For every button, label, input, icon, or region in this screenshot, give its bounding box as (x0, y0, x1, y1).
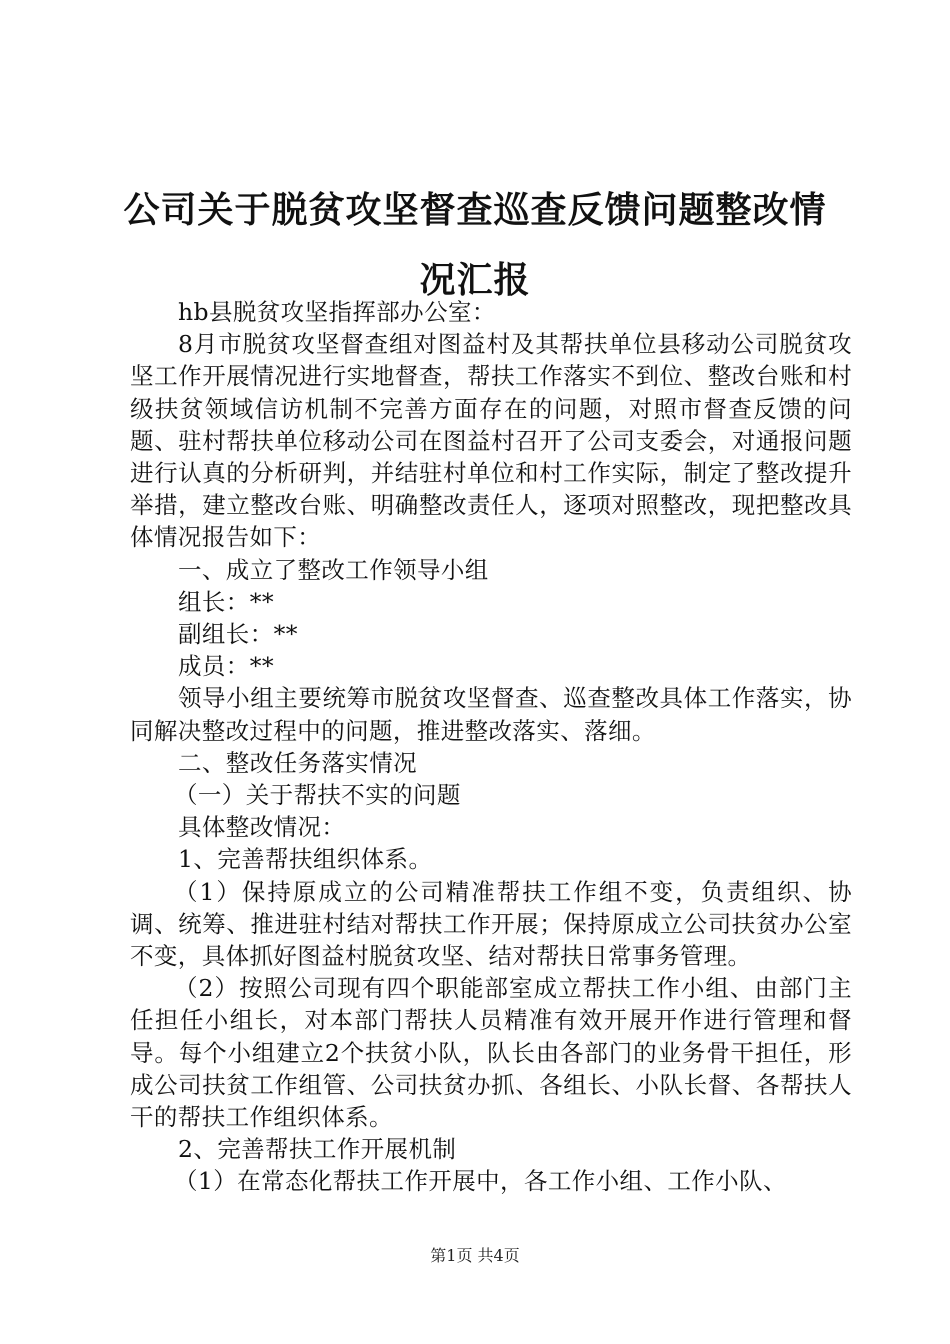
paragraph-rectification: 具体整改情况： (178, 813, 346, 842)
paragraph-group-duty: 领导小组主要统筹市脱贫攻坚督查、巡查整改具体工作落实，协同解决整改过程中的问题，推进整改落实、落细。 (130, 684, 852, 745)
paragraph-addressee: hb县脱贫攻坚指挥部办公室： (178, 298, 496, 326)
heading-section-2: 二、整改任务落实情况 (178, 748, 417, 777)
paragraph-item-2-1: （1）在常态化帮扶工作开展中，各工作小组、工作小队、 (174, 1167, 787, 1196)
heading-item-1: 1、完善帮扶组织体系。 (178, 845, 433, 874)
heading-section-1: 一、成立了整改工作领导小组 (178, 555, 489, 584)
heading-item-2: 2、完善帮扶工作开展机制 (178, 1135, 457, 1164)
paragraph-deputy-leader: 副组长：** (178, 620, 298, 649)
paragraph-item-1-1: （1）保持原成立的公司精准帮扶工作组不变，负责组织、协调、统筹、推进驻村结对帮扶工作开展；保持原成立公司扶贫办公室不变，具体抓好图益村脱贫攻坚、结对帮扶日常事务管理。 (130, 877, 852, 971)
paragraph-leader: 组长：** (178, 587, 274, 616)
document-title: 公司关于脱贫攻坚督查巡查反馈问题整改情况汇报 (123, 190, 827, 301)
paragraph-intro: 8月市脱贫攻坚督查组对图益村及其帮扶单位县移动公司脱贫攻坚工作开展情况进行实地督查，帮扶工作落实不到位、整改台账和村级扶贫领域信访机制不完善方面存在的问题，对照市督查反馈的问题、驻村帮扶单位移动公司在图益村召开了公司支委会，对通报问题进行认真的分析研判，并结驻村单位和村工作实际，制定了整改提升举措，建立整改台账、明确整改责任人，逐项对照整改，现把整改具体情况报告如下： (130, 330, 852, 552)
document-body (130, 296, 852, 1198)
paragraph-item-1-2: （2）按照公司现有四个职能部室成立帮扶工作小组、由部门主任担任小组长，对本部门帮扶人员精准有效开展开作进行管理和督导。每个小组建立2个扶贫小队，队长由各部门的业务骨干担任，形成公司扶贫工作组管、公司扶贫办抓、各组长、小队长督、各帮扶人干的帮扶工作组织体系。 (130, 974, 852, 1132)
page-footer: 第1页 共4页 (430, 1246, 520, 1265)
paragraph-members: 成员：** (178, 652, 274, 681)
heading-subsection-1: （一）关于帮扶不实的问题 (174, 781, 461, 810)
